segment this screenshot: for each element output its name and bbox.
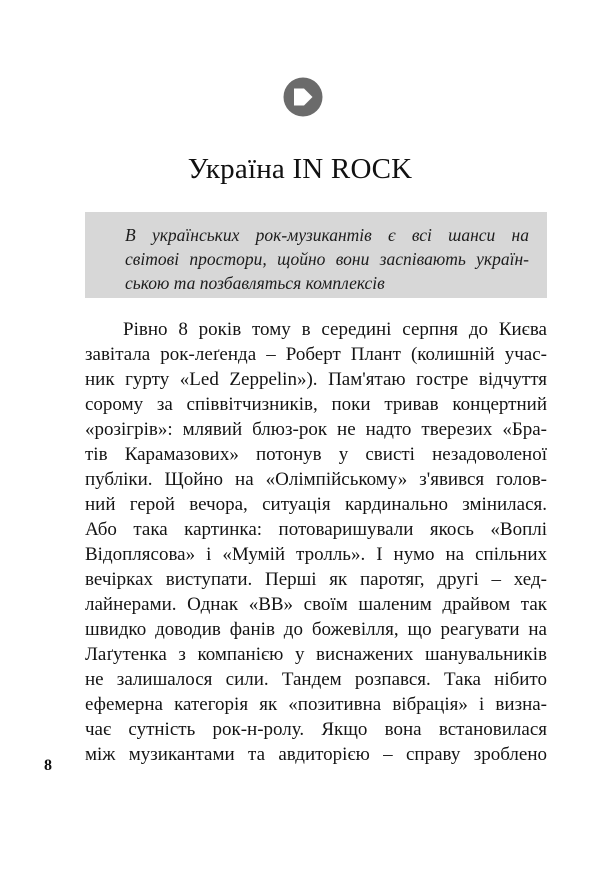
epigraph-line: ською та позбавляться комплексів xyxy=(125,273,385,293)
body-line: ефемерна категорія як «позитивна вібрація» і визна- xyxy=(85,694,547,715)
body-line: ний герой вечора, ситуація кардинально змінилася. xyxy=(85,494,547,515)
epigraph-line: світові простори, щойно вони заспівають україн- xyxy=(125,249,529,269)
play-arrow-circle-icon xyxy=(283,77,323,117)
body-line: тів Карамазових» потонув у свисті незадоволеної xyxy=(85,444,547,465)
body-line: «розігрів»: млявий блюз-рок не надто тверезих «Бра- xyxy=(85,419,547,440)
body-line: Лаґутенка з компанією у виснажених шанувальників xyxy=(85,644,547,665)
body-line: сорому за співвітчизників, поки тривав концертний xyxy=(85,394,547,415)
epigraph-line: В українських рок-музикантів є всі шанси на xyxy=(125,225,529,245)
body-line: ник гурту «Led Zeppelin»). Пам'ятаю гостре відчуття xyxy=(85,369,547,390)
body-line: завітала рок-леґенда – Роберт Плант (колишній учас- xyxy=(85,344,547,365)
chapter-title: Україна IN ROCK xyxy=(187,153,413,185)
body-line: між музикантами та авдиторією – справу зроблено xyxy=(85,744,547,765)
body-paragraph xyxy=(85,317,547,767)
body-line: лайнерами. Однак «ВВ» своїм шаленим драйвом так xyxy=(85,594,547,615)
body-line: чає сутність рок-н-ролу. Якщо вона встановилася xyxy=(85,719,547,740)
epigraph-box xyxy=(85,212,547,298)
body-line: публіки. Щойно на «Олімпійському» з'явився голов- xyxy=(85,469,547,490)
body-line: Відоплясова» і «Мумій тролль». І нумо на спільних xyxy=(85,544,547,565)
body-line: швидко доводив фанів до божевілля, що реагувати на xyxy=(85,619,547,640)
body-line: вечірках виступати. Перші як паротяг, другі – хед- xyxy=(85,569,547,590)
body-line: не залишалося сили. Тандем розпався. Така нібито xyxy=(85,669,547,690)
page-number: 8 xyxy=(44,757,52,774)
body-line: Або така картинка: потоваришували якось «Воплі xyxy=(85,519,547,540)
body-line: Рівно 8 років тому в середині серпня до Києва xyxy=(123,319,547,340)
